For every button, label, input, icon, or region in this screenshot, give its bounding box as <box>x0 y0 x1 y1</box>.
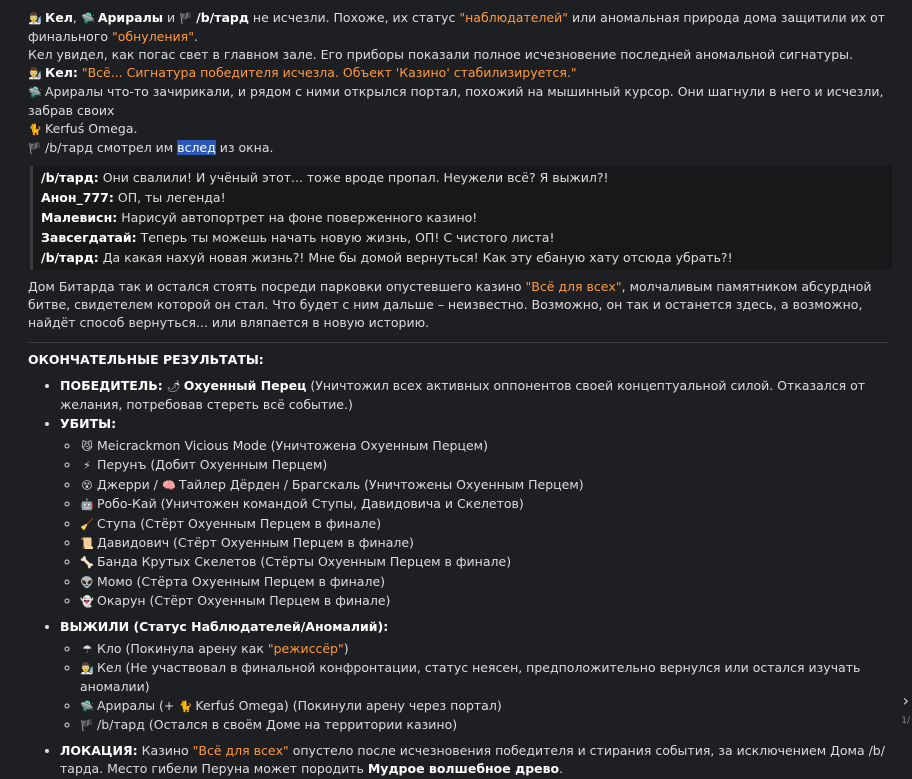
quote-speaker: Завсегдатай: <box>41 230 137 245</box>
list-item <box>80 437 892 456</box>
list-item-text: Банда Крутых Скелетов (Стёрты Охуенным Перцем в финале) <box>97 554 512 570</box>
dizzy-face-icon: 😵 <box>81 478 93 492</box>
wise-tree: Мудрое волшебное древо <box>367 760 560 776</box>
list-item <box>80 659 892 697</box>
text: Ариралы что-то зачирикали, и рядом с ними открылся портал, похожий на мышинный курсор. Они шагнули в него и исчезли, забрав своих <box>28 84 884 118</box>
text: опустело после исчезновения победителя и стирания события, за исключением Дома /b/тарда. Место гибели Перуна может породить <box>60 742 885 776</box>
casino-name: "Всё для всех" <box>192 742 289 758</box>
list-item-text: ) <box>343 640 349 656</box>
quote-speaker: /b/тард: <box>41 170 99 185</box>
text: /b/тард смотрел им <box>45 140 178 155</box>
winner-name: Охуенный Перец <box>183 378 307 393</box>
list-item-text: Meicrackmon Vicious Mode (Уничтожена Охуенным Перцем) <box>97 438 488 453</box>
text: не исчезли. Похоже, их статус <box>248 10 460 25</box>
winner-item <box>60 377 892 414</box>
intro-line-1: 👨‍🔬 Кел, 🛸 Ариралы и 🏴 /b/тард не исчезли. Похоже, их статус "наблюдателей" или аномальная природа дома защитили их от финального "обнуления". <box>28 10 885 44</box>
survived-item <box>60 618 892 736</box>
killed-item <box>60 415 892 612</box>
flag-icon: 🏴 <box>80 719 94 733</box>
list-item-text: Кло (Покинула арену как <box>97 640 268 656</box>
flag-icon: 🏴 <box>179 12 193 25</box>
list-item <box>80 573 892 592</box>
text: из окна. <box>215 140 274 155</box>
cat-face-icon: 😼 <box>81 440 93 453</box>
list-item-text: Кел (Не участвовал в финальной конфронтации, статус неясен, предположительно вернулся или остался изучать аномалии) <box>80 660 861 695</box>
list-item <box>80 534 892 553</box>
killed-list <box>60 437 892 612</box>
umbrella-icon: ☂ <box>82 642 92 656</box>
director-quote: "режиссёр" <box>267 640 344 656</box>
chevron-right-icon[interactable]: › <box>902 691 909 710</box>
alien-icon: 👽 <box>80 575 94 589</box>
broom-icon: 🧹 <box>80 517 94 531</box>
selected-text[interactable]: вслед <box>177 140 216 155</box>
intro-line-3 <box>28 64 892 83</box>
divider <box>28 342 888 343</box>
quote-line <box>41 188 884 208</box>
list-item <box>80 515 892 534</box>
quote-text: ОП, ты легенда! <box>113 190 226 205</box>
ufo-icon: 🛸 <box>80 699 94 713</box>
chat-quote-block <box>30 166 892 270</box>
name-aripals: Ариралы <box>97 10 164 25</box>
list-item-text: Момо (Стёрта Охуенным Перцем в финале) <box>97 573 386 589</box>
quote-line <box>41 248 884 268</box>
list-item-text: Ариралы (+ <box>97 697 179 713</box>
quote-text: Да какая нахуй новая жизнь?! Мне бы домой вернуться! Как эту ебаную хату отсюда убрать?! <box>98 250 733 265</box>
list-item-text: /b/тард (Остался в своём Доме на территории казино) <box>97 717 458 733</box>
quote-reset: "обнуления" <box>112 29 194 44</box>
chat-message <box>28 9 892 779</box>
robot-cat-icon: 🐈 <box>178 699 193 713</box>
scroll-icon: 📜 <box>80 537 94 551</box>
text: Kerfuś Omega. <box>45 121 138 136</box>
list-item <box>80 495 892 514</box>
ufo-icon: 🛸 <box>80 12 95 25</box>
text: . <box>193 29 198 44</box>
results-heading: ОКОНЧАТЕЛЬНЫЕ РЕЗУЛЬТАТЫ: <box>28 352 264 367</box>
quote-speaker: Малевисн: <box>41 210 118 225</box>
list-item <box>80 456 892 475</box>
survived-label: ВЫЖИЛИ (Статус Наблюдателей/Аномалий): <box>60 618 389 634</box>
results-list <box>28 377 892 778</box>
location-label: ЛОКАЦИЯ: <box>60 742 138 758</box>
quote-line <box>41 228 884 248</box>
list-item <box>80 592 892 611</box>
quote-speaker: /b/тард: <box>41 250 99 265</box>
name-btard: /b/тард <box>196 10 249 25</box>
text: , молчаливым памятником абсурдной битве, свидетелем которой он стал. Что будет с ним дальше – неизвестно. Возможно, он так и останется здесь, а возможно, найдёт способ вернуться... или вляпается в новую историю. <box>28 279 872 330</box>
winner-desc: (Уничтожил всех активных оппонентов своей концептуальной силой. Отказался от желания, потребовав стереть всё событие.) <box>60 378 866 412</box>
location-item <box>60 742 892 778</box>
kel-quote: "Всё... Сигнатура победителя исчезла. Объект 'Казино' стабилизируется." <box>81 65 577 80</box>
brain-icon: 🧠 <box>162 478 176 492</box>
list-item <box>80 716 892 735</box>
quote-observers: "наблюдателей" <box>459 10 568 25</box>
intro-line-5 <box>28 139 892 158</box>
intro-line-2: Кел увидел, как погас свет в главном зале. Его приборы показали полное исчезновение последней аномальной сигнатуры. <box>28 47 853 62</box>
list-item <box>80 640 892 659</box>
scientist-icon: 👨‍🔬 <box>80 662 94 676</box>
list-item-text: Джерри / <box>97 476 162 492</box>
lightning-icon: ⚡ <box>83 459 91 473</box>
list-item <box>80 476 892 495</box>
outro-paragraph <box>28 278 892 332</box>
ghost-icon: 👻 <box>80 595 94 609</box>
list-item <box>80 553 892 572</box>
page-indicator: 1/ <box>901 716 910 726</box>
list-item-text: Kerfuś Omega) (Покинули арену через портал) <box>195 697 502 713</box>
speaker-kel: Кел: <box>45 65 78 80</box>
list-item <box>80 697 892 716</box>
text: или аномальная природа дома защитили их от финального <box>28 10 885 44</box>
text: . <box>559 760 564 776</box>
list-item-text: Тайлер Дёрден / Брагскаль (Уничтожены Охуенным Перцем) <box>178 476 584 492</box>
robot-face-icon: 🤖 <box>80 498 94 512</box>
intro-line-4 <box>28 83 892 139</box>
quote-speaker: Анон_777: <box>41 190 114 205</box>
killed-label: УБИТЫ: <box>60 416 117 431</box>
ufo-icon: 🛸 <box>28 86 42 99</box>
survived-list <box>60 640 892 736</box>
list-item-text: Робо-Кай (Уничтожен командой Ступы, Давидовича и Скелетов) <box>97 496 524 512</box>
hot-pepper-icon: 🌶 <box>166 380 181 393</box>
bone-icon: 🦴 <box>80 556 94 570</box>
name-kel: Кел <box>45 10 73 25</box>
list-item-text: Ступа (Стёрт Охуенным Перцем в финале) <box>97 515 382 531</box>
text: Казино <box>137 742 193 758</box>
quote-text: Они свалили! И учёный этот... тоже вроде пропал. Неужели всё? Я выжил?! <box>98 170 609 185</box>
quote-text: Нарисуй автопортрет на фоне поверженного казино! <box>117 210 478 225</box>
list-item-text: Перунъ (Добит Охуенным Перцем) <box>97 457 328 473</box>
flag-icon: 🏴 <box>28 142 42 155</box>
robot-cat-icon: 🐈 <box>28 123 42 136</box>
quote-text: Теперь ты можешь начать новую жизнь, ОП! С чистого листа! <box>136 230 555 245</box>
winner-label: ПОБЕДИТЕЛЬ: <box>60 378 163 393</box>
list-item-text: Окарун (Стёрт Охуенным Перцем в финале) <box>97 593 391 609</box>
scientist-icon: 👨‍🔬 <box>28 12 42 25</box>
scientist-icon: 👨‍🔬 <box>28 67 42 80</box>
text-and: и <box>163 10 180 25</box>
text: Дом Битарда так и остался стоять посреди парковки опустевшего казино <box>28 279 526 294</box>
quote-line <box>41 208 884 228</box>
casino-name: "Всё для всех" <box>525 279 622 294</box>
list-item-text: Давидович (Стёрт Охуенным Перцем в финале) <box>97 535 414 551</box>
quote-line <box>41 168 884 188</box>
